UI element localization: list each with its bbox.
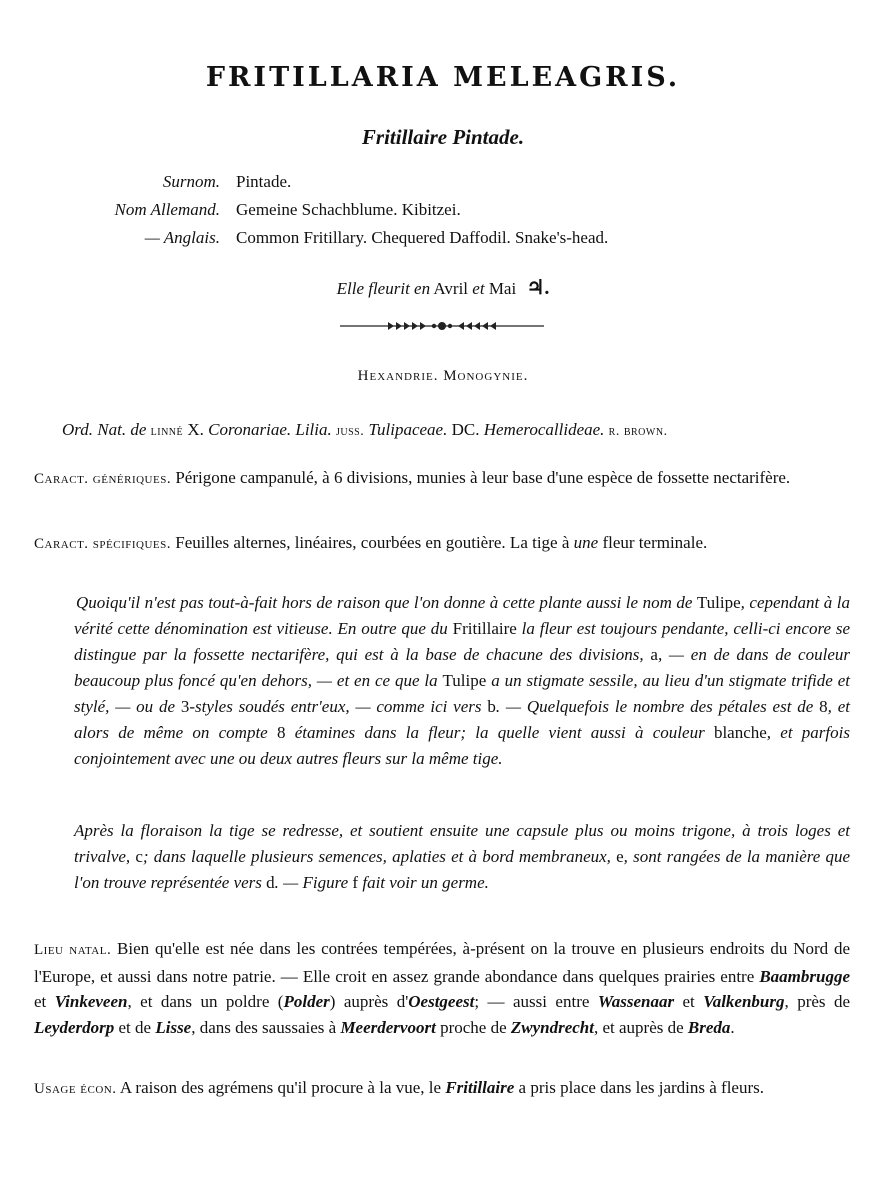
- section-text: ) auprès d': [329, 992, 409, 1011]
- name-label: — Anglais.: [144, 228, 220, 247]
- author-name: r. brown.: [608, 424, 668, 439]
- desc-text: 3: [180, 697, 190, 716]
- ord-text: Hemerocallideae.: [483, 420, 605, 439]
- desc-text: fait voir un germe.: [362, 873, 489, 892]
- section-text: fleur terminale.: [602, 533, 708, 552]
- common-names: [60, 172, 840, 256]
- desc-text: 8: [819, 697, 828, 716]
- section-text: Bien qu'elle est née dans les contrées tempérées, à-présent on la trouve en plusieurs endroits du Nord de l'Europe, et aussi dans notre patrie. — Elle croit en assez grande abondance dans quelques prairies entre: [34, 939, 850, 986]
- section-heading: Lieu natal.: [34, 942, 112, 958]
- natural-order-line: [62, 420, 852, 440]
- desc-text: 8: [276, 723, 286, 742]
- habitat-paragraph: [34, 936, 850, 1040]
- desc-text: . — Quelquefois le nombre des pétales est de: [495, 697, 814, 716]
- desc-text: . — Figure: [274, 873, 349, 892]
- bloom-text: Elle fleurit: [336, 279, 410, 298]
- bloom-month: Avril: [433, 279, 469, 298]
- name-value: Pintade.: [236, 172, 292, 191]
- place-name: Lisse: [155, 1017, 192, 1037]
- generic-characters: [34, 466, 850, 491]
- desc-text: ; dans laquelle plusieurs semences, aplaties et à bord membraneux,: [142, 847, 611, 866]
- name-label: Nom Allemand.: [114, 200, 220, 219]
- ornament-divider: [340, 318, 544, 334]
- desc-text: la fleur est toujours pendante, celli-ci encore se distingue par la fossette nectarifère, qui est à la base de chacune des divisions,: [74, 619, 851, 664]
- desc-text: Quoiqu'il n'est pas tout-à-fait hors de raison que l'on donne à cette plante aussi le nom de: [76, 593, 693, 612]
- place-name: Baambrugge: [759, 966, 850, 986]
- figure-ref: f: [352, 873, 359, 892]
- bloom-month: Mai: [488, 279, 517, 298]
- section-text: et de: [118, 1017, 152, 1037]
- fruit-paragraph: [74, 818, 850, 896]
- ord-text: X.: [187, 420, 204, 439]
- description-paragraph: [74, 590, 850, 772]
- author-name: juss.: [336, 424, 365, 439]
- desc-text: Fritillaire: [452, 619, 517, 638]
- ord-text: Ord. Nat. de: [62, 420, 147, 439]
- section-text: .: [730, 1017, 735, 1037]
- usage-paragraph: [34, 1076, 850, 1101]
- section-text: une: [573, 533, 599, 552]
- section-heading: Usage écon.: [34, 1081, 117, 1097]
- figure-ref: a: [650, 645, 658, 664]
- author-name: linné: [150, 424, 184, 439]
- name-value: Gemeine Schachblume. Kibitzei.: [236, 200, 461, 219]
- place-name: Wassenaar: [597, 992, 675, 1011]
- section-text: , près de: [784, 992, 851, 1011]
- author-name: DC.: [451, 420, 480, 439]
- figure-ref: d: [266, 873, 275, 892]
- desc-text: a un stigmate sessile, au lieu d'un stigmate trifide et stylé, — ou de: [74, 671, 850, 716]
- section-text: ; — aussi entre: [474, 992, 590, 1011]
- desc-text: , et parfois conjointement avec une ou deux autres fleurs sur la même tige.: [74, 723, 850, 768]
- section-text: , et dans un poldre (: [127, 992, 284, 1011]
- flowering-time: [0, 275, 886, 300]
- section-heading: Caract. génériques.: [34, 471, 172, 487]
- desc-text: , — en de dans de couleur beaucoup plus foncé qu'en dehors, — et en ce que la: [74, 645, 850, 690]
- name-value: Common Fritillary. Chequered Daffodil. Snake's-head.: [236, 228, 609, 247]
- section-text: proche de: [440, 1017, 507, 1037]
- french-name: Fritillaire Pintade.: [361, 125, 525, 149]
- desc-text: étamines dans la fleur; la quelle vient aussi à couleur: [294, 723, 705, 742]
- page-title: FRITILLARIA MELEAGRIS.: [205, 62, 681, 93]
- place-name: Vinkeveen: [54, 992, 128, 1011]
- desc-text: Tulipe: [696, 593, 741, 612]
- place-name: Meerdervoort: [340, 1017, 436, 1037]
- name-row: [60, 200, 840, 228]
- section-text: et: [682, 992, 695, 1011]
- ord-text: Coronariae. Lilia.: [208, 420, 332, 439]
- desc-text: , cependant à la vérité cette dénomination est vitieuse. En outre que du: [74, 593, 850, 638]
- section-text: Périgone campanulé, à 6 divisions, munies à leur base d'une espèce de fossette nectarifère.: [175, 468, 791, 487]
- place-name: Leyderdorp: [34, 1017, 115, 1037]
- name-row: [60, 172, 840, 200]
- figure-ref: c: [135, 847, 143, 866]
- place-name: Breda: [687, 1017, 731, 1037]
- section-text: a pris place dans les jardins à fleurs.: [518, 1078, 765, 1097]
- section-heading: Caract. spécifiques.: [34, 536, 171, 552]
- bloom-text: et: [472, 279, 485, 298]
- figure-ref: b: [487, 697, 496, 716]
- place-name: Polder: [283, 992, 330, 1011]
- place-name: Zwyndrecht: [510, 1017, 594, 1037]
- place-name: Oestgeest: [408, 992, 475, 1011]
- desc-text: , et alors de même on compte: [74, 697, 850, 742]
- figure-ref: e: [616, 847, 624, 866]
- desc-text: blanche: [713, 723, 767, 742]
- desc-text: -styles soudés entr'eux, — comme ici vers: [189, 697, 482, 716]
- section-text: et: [34, 992, 47, 1011]
- section-text: Feuilles alternes, linéaires, courbées en goutière. La tige à: [175, 533, 570, 552]
- ord-text: Tulipaceae.: [368, 420, 448, 439]
- section-text: , dans des saussaies à: [191, 1017, 337, 1037]
- plant-name: Fritillaire: [445, 1078, 515, 1097]
- specific-characters: [34, 531, 850, 556]
- desc-text: , sont rangées de la manière que l'on trouve représentée vers: [74, 847, 851, 892]
- desc-text: Après la floraison la tige se redresse, et soutient ensuite une capsule plus ou moins trigone, à trois loges et trivalve,: [74, 821, 850, 866]
- section-text: , et auprès de: [593, 1017, 684, 1037]
- place-name: Valkenburg: [703, 992, 785, 1011]
- section-text: A raison des agrémens qu'il procure à la vue, le: [119, 1078, 442, 1097]
- linnaean-class: Hexandrie. Monogynie.: [357, 368, 529, 384]
- name-label: Surnom.: [162, 172, 220, 191]
- perennial-symbol: ♃.: [526, 277, 550, 299]
- name-row: [60, 228, 840, 256]
- bloom-text: en: [414, 279, 431, 298]
- desc-text: Tulipe: [442, 671, 487, 690]
